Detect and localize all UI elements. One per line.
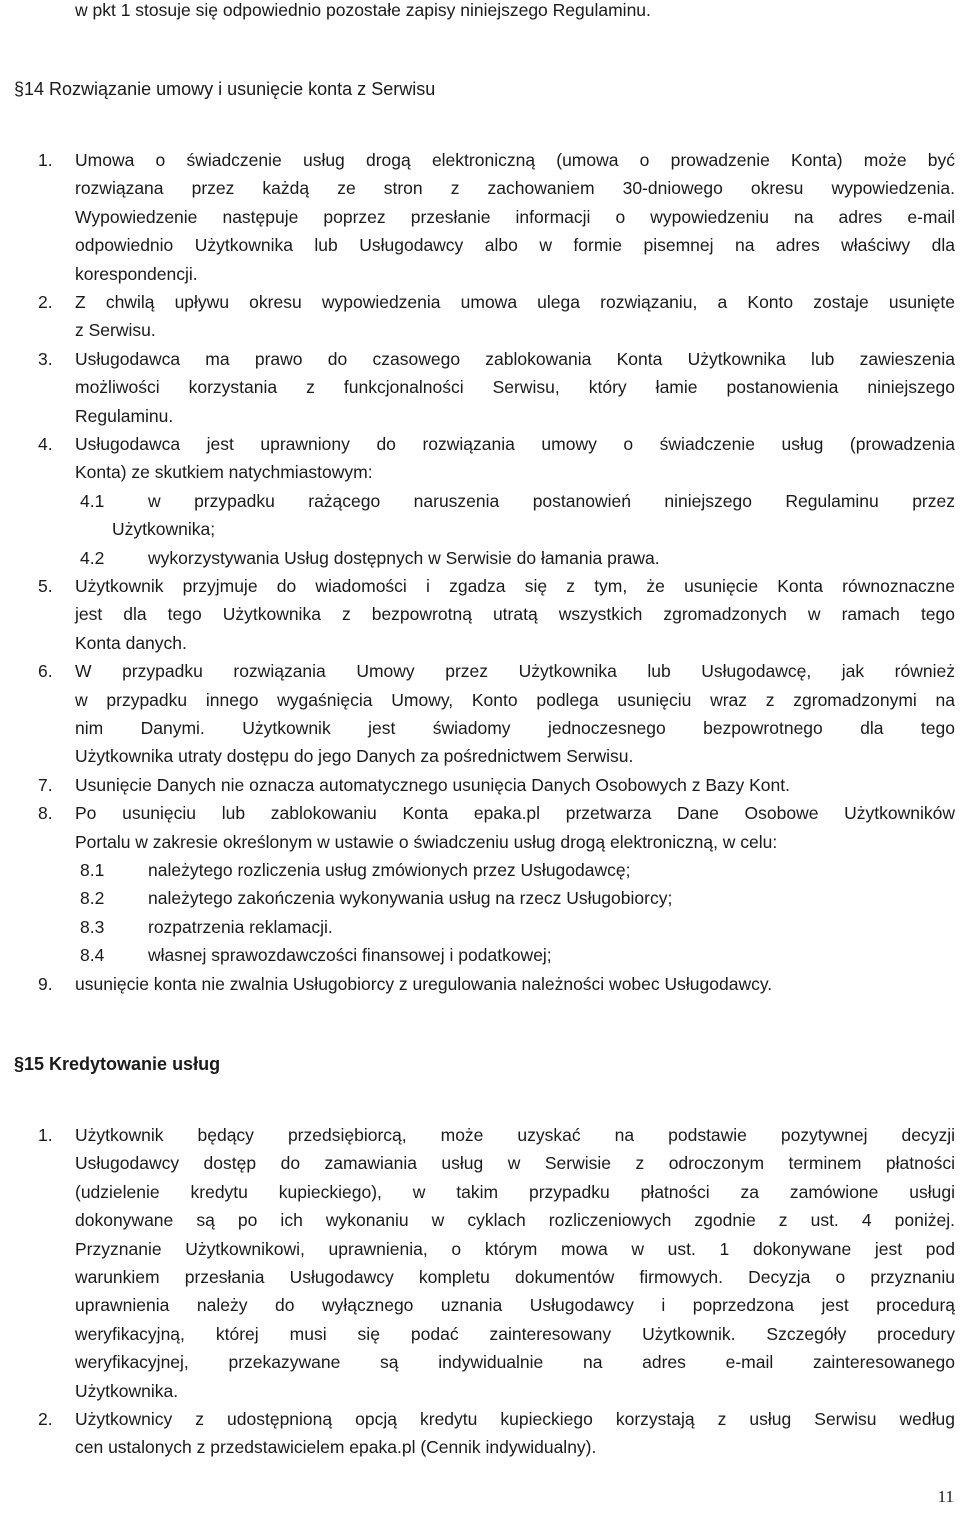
item-number: 1. (38, 1125, 53, 1145)
item-text-line: W przypadku rozwiązania Umowy przez Użytkownika lub Usługodawcę, jak również (75, 661, 955, 682)
item-number: 8.4 (80, 945, 105, 966)
item-text-line: korespondencji. (75, 263, 198, 284)
item-number: 4.1 (80, 490, 105, 511)
item-text-line: Regulaminu. (75, 405, 174, 426)
item-text-line: (udzielenie kredytu kupieckiego), w takim przypadku płatności za zamówione usługi (75, 1181, 955, 1202)
item-text-line: Użytkownika. (75, 1380, 179, 1401)
item-text-line: Usługodawca jest uprawniony do rozwiązania umowy o świadczenie usług (prowadzenia (75, 434, 955, 454)
item-text-line: rozpatrzenia reklamacji. (148, 916, 333, 937)
item-text-line: uprawnienia należy do wyłącznego uznania Usługodawcy i poprzedzona jest procedurą (75, 1295, 955, 1316)
item-text-line: w przypadku rażącego naruszenia postanowień niniejszego Regulaminu przez (148, 490, 955, 511)
item-text-line: usunięcie konta nie zwalnia Usługobiorcy z uregulowania należności wobec Usługodawcy. (75, 973, 773, 994)
item-text-line: Usługodawcy dostęp do zamawiania usług w Serwisie z odroczonym terminem płatności (75, 1153, 955, 1174)
item-text-line: Wypowiedzenie następuje poprzez przesłanie informacji o wypowiedzeniu na adres e-mail (75, 206, 955, 227)
section-15-title: §15 Kredytowanie usług (14, 1054, 221, 1074)
item-text-line: Portalu w zakresie określonym w ustawie o świadczeniu usług drogą elektroniczną, w celu: (75, 831, 778, 852)
item-text-line: odpowiednio Użytkownika lub Usługodawcy albo w formie pisemnej na adres właściwy dla (75, 235, 955, 256)
item-text-line: z Serwisu. (75, 320, 156, 341)
item-text-line: Konta) ze skutkiem natychmiastowym: (75, 462, 373, 483)
item-text-line: Usunięcie Danych nie oznacza automatycznego usunięcia Danych Osobowych z Bazy Kont. (75, 774, 790, 795)
item-text-line: Przyznanie Użytkownikowi, uprawnienia, o którym mowa w ust. 1 dokonywane jest pod (75, 1238, 955, 1259)
item-text-line: jest dla tego Użytkownika z bezpowrotną utratą wszystkich zgromadzonych w ramach tego (75, 604, 955, 625)
item-text-line: weryfikacyjną, której musi się podać zainteresowany Użytkownik. Szczegóły procedury (75, 1323, 955, 1344)
item-text-line: należytego zakończenia wykonywania usług na rzecz Usługobiorcy; (148, 888, 673, 909)
item-text-line: Użytkownika; (112, 519, 216, 540)
item-text-line: Konta danych. (75, 632, 187, 653)
item-text-line: Umowa o świadczenie usług drogą elektroniczną (umowa o prowadzenie Konta) może być (75, 150, 955, 170)
item-number: 1. (38, 150, 53, 170)
item-text-line: Usługodawca ma prawo do czasowego zablokowania Konta Użytkownika lub zawieszenia (75, 348, 955, 369)
item-text-line: cen ustalonych z przedstawicielem epaka.pl (Cennik indywidualny). (75, 1437, 597, 1458)
item-text-line: Z chwilą upływu okresu wypowiedzenia umowa ulega rozwiązaniu, a Konto zostaje usunięte (75, 292, 955, 312)
item-text-line: Po usunięciu lub zablokowaniu Konta epaka.pl przetwarza Dane Osobowe Użytkowników (75, 803, 955, 824)
intro-line: w pkt 1 stosuje się odpowiednio pozostałe zapisy niniejszego Regulaminu. (75, 0, 651, 20)
item-text-line: wykorzystywania Usług dostępnych w Serwisie do łamania prawa. (148, 547, 660, 568)
item-number: 6. (38, 661, 53, 682)
item-text-line: możliwości korzystania z funkcjonalności Serwisu, który łamie postanowienia niniejszego (75, 377, 955, 398)
item-number: 3. (38, 348, 53, 369)
item-text-line: warunkiem przesłania Usługodawcy kompletu dokumentów firmowych. Decyzja o przyznaniu (75, 1267, 955, 1287)
item-text-line: nim Danymi. Użytkownik jest świadomy jednoczesnego bezpowrotnego dla tego (75, 718, 955, 738)
item-text-line: Użytkownicy z udostępnioną opcją kredytu kupieckiego korzystają z usług Serwisu według (75, 1409, 955, 1429)
item-number: 9. (38, 973, 53, 994)
item-number: 4.2 (80, 547, 105, 568)
item-text-line: własnej sprawozdawczości finansowej i podatkowej; (148, 945, 552, 966)
item-text-line: rozwiązana przez każdą ze stron z zachowaniem 30-dniowego okresu wypowiedzenia. (75, 178, 955, 199)
item-number: 2. (38, 292, 53, 312)
item-text-line: Użytkownika utraty dostępu do jego Danych za pośrednictwem Serwisu. (75, 746, 634, 767)
page-number: 11 (937, 1487, 954, 1506)
item-number: 8.3 (80, 916, 105, 937)
item-text-line: należytego rozliczenia usług zmówionych przez Usługodawcę; (148, 860, 631, 880)
section-14-title: §14 Rozwiązanie umowy i usunięcie konta z Serwisu (14, 79, 436, 99)
item-number: 8.1 (80, 860, 105, 880)
item-text-line: Użytkownik przyjmuje do wiadomości i zgadza się z tym, że usunięcie Konta równoznaczne (75, 576, 955, 596)
item-number: 8.2 (80, 888, 105, 909)
item-number: 4. (38, 434, 53, 454)
item-text-line: Użytkownik będący przedsiębiorcą, może uzyskać na podstawie pozytywnej decyzji (75, 1125, 955, 1145)
item-text-line: w przypadku innego wygaśnięcia Umowy, Konto podlega usunięciu wraz z zgromadzonymi na (75, 689, 955, 710)
item-number: 7. (38, 774, 53, 795)
item-number: 5. (38, 576, 53, 596)
item-number: 8. (38, 803, 53, 824)
item-number: 2. (38, 1409, 53, 1429)
item-text-line: dokonywane są po ich wykonaniu w cyklach rozliczeniowych zgodnie z ust. 4 poniżej. (75, 1210, 955, 1231)
item-text-line: weryfikacyjnej, przekazywane są indywidualnie na adres e-mail zainteresowanego (75, 1352, 955, 1373)
